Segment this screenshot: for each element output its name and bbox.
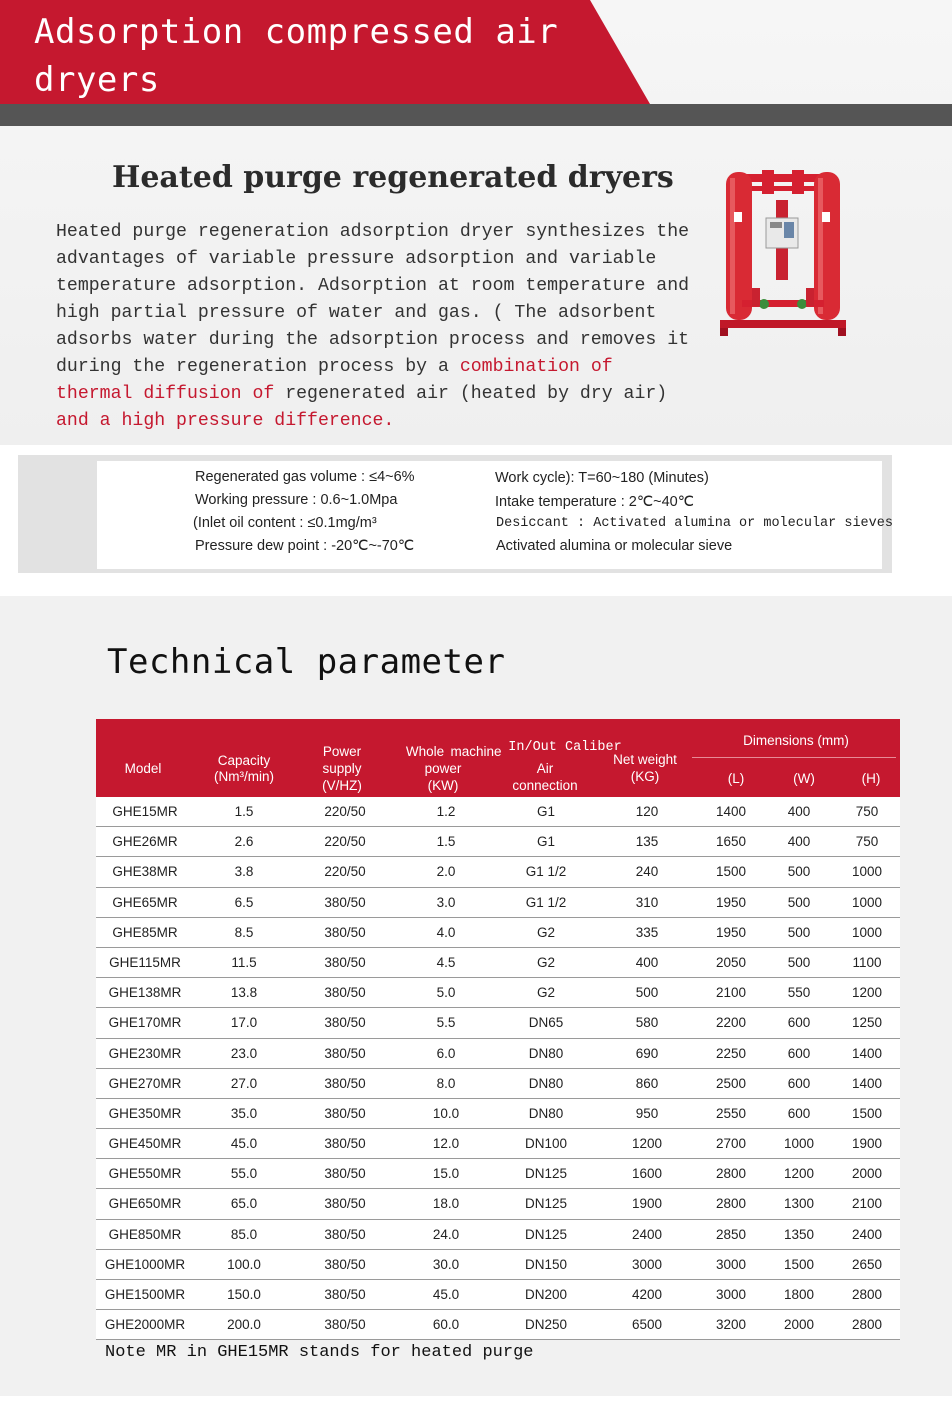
cell-capacity: 11.5 [231, 954, 257, 970]
cell-width: 1200 [783, 1166, 815, 1182]
table-row [96, 1310, 900, 1340]
cell-air-connection: G1 [536, 804, 555, 819]
intro-text: Heated purge regeneration adsorption dryer synthesizes the advantages of variable pressure adsorption and variable temperature adsorption. Adsorption at room temperature and high partial pressure of water and gas. ( The adsorbent adsorbs water during the adsorption process and removes it during the regeneration process by a [56, 222, 690, 377]
col-machine: machine [450, 744, 502, 759]
table-row [96, 797, 900, 827]
cell-net-weight: 4200 [631, 1287, 663, 1302]
cell-width: 2000 [783, 1317, 815, 1333]
cell-capacity: 6.5 [234, 894, 254, 910]
cell-power: 380/50 [324, 1256, 366, 1272]
cell-width: 600 [787, 1045, 811, 1061]
cell-net-weight: 1900 [631, 1196, 663, 1212]
cell-height: 2000 [851, 1166, 883, 1182]
col-net-unit: (KG) [630, 769, 660, 784]
table-header [96, 719, 900, 797]
cell-power: 220/50 [324, 804, 366, 819]
cell-model: GHE115MR [109, 954, 181, 970]
intro-highlight: and a high pressure difference. [56, 411, 395, 431]
intro-text: regenerated air (heated by dry air) [274, 384, 668, 404]
cell-power: 380/50 [324, 1226, 366, 1242]
cell-kw: 18.0 [432, 1196, 460, 1212]
cell-width: 600 [787, 1015, 811, 1031]
section-heading: Heated purge regenerated dryers [112, 160, 674, 195]
cell-kw: 4.5 [436, 954, 456, 970]
cell-capacity: 3.8 [234, 864, 254, 880]
cell-air-connection: G2 [536, 954, 555, 970]
intro-highlight: combination of thermal diffusion of [56, 357, 613, 404]
cell-net-weight: 3000 [631, 1256, 663, 1272]
cell-width: 600 [787, 1105, 811, 1121]
cell-width: 400 [787, 834, 811, 850]
cell-length: 2850 [715, 1226, 747, 1242]
table-row [96, 857, 900, 887]
spec-working-pressure: Working pressure : 0.6~1.0Mpa [195, 492, 398, 508]
cell-net-weight: 2400 [631, 1226, 663, 1242]
spec-work-cycle: Work cycle): T=60~180 (Minutes) [495, 470, 709, 486]
cell-power: 380/50 [324, 954, 366, 970]
cell-net-weight: 500 [635, 985, 659, 1001]
cell-capacity: 27.0 [230, 1075, 258, 1091]
cell-model: GHE1000MR [104, 1256, 186, 1272]
cell-height: 2800 [851, 1317, 883, 1333]
cell-height: 2400 [851, 1226, 883, 1242]
cell-power: 380/50 [324, 1317, 366, 1333]
cell-height: 1500 [851, 1105, 883, 1121]
cell-kw: 2.0 [436, 864, 456, 880]
cell-length: 1650 [715, 834, 747, 850]
col-air: Air [536, 761, 554, 776]
cell-width: 500 [787, 924, 811, 940]
col-wm-power: power [424, 761, 462, 776]
cell-height: 1400 [851, 1075, 883, 1091]
spec-desiccant: Desiccant : Activated alumina or molecular sieves [496, 516, 893, 531]
col-net-weight: Net weight [613, 752, 677, 767]
col-power: Power [322, 744, 362, 759]
cell-kw: 30.0 [432, 1256, 460, 1272]
cell-power: 380/50 [324, 1075, 366, 1091]
cell-capacity: 13.8 [230, 985, 258, 1001]
cell-kw: 15.0 [432, 1166, 460, 1182]
cell-power: 380/50 [324, 1136, 366, 1152]
cell-length: 2250 [715, 1045, 747, 1061]
cell-length: 2100 [715, 985, 747, 1001]
spec-inlet-oil: (Inlet oil content : ≤0.1mg/m³ [193, 515, 377, 531]
cell-capacity: 1.5 [234, 804, 254, 819]
cell-model: GHE15MR [112, 804, 178, 819]
col-power-unit: (V/HZ) [322, 778, 362, 793]
cell-length: 1400 [715, 804, 747, 819]
cell-kw: 45.0 [432, 1287, 460, 1302]
cell-air-connection: G2 [536, 985, 555, 1001]
cell-kw: 60.0 [432, 1317, 460, 1333]
cell-height: 1250 [851, 1015, 883, 1031]
cell-model: GHE38MR [112, 864, 178, 880]
cell-power: 380/50 [324, 985, 366, 1001]
cell-kw: 12.0 [432, 1136, 460, 1152]
cell-air-connection: G1 [536, 834, 555, 850]
cell-length: 1950 [715, 924, 747, 940]
cell-power: 380/50 [324, 924, 366, 940]
col-power-supply: supply [322, 761, 362, 776]
cell-air-connection: DN80 [528, 1045, 564, 1061]
table-row [96, 978, 900, 1008]
parameter-table [96, 719, 900, 1340]
cell-model: GHE550MR [108, 1166, 182, 1182]
spec-dew-point: Pressure dew point : -20℃~-70℃ [195, 538, 415, 554]
table-row [96, 1099, 900, 1129]
cell-height: 1200 [851, 985, 883, 1001]
cell-kw: 3.0 [436, 894, 456, 910]
cell-width: 550 [787, 985, 811, 1001]
cell-height: 2800 [851, 1287, 883, 1302]
cell-length: 2200 [715, 1015, 747, 1031]
cell-kw: 24.0 [432, 1226, 460, 1242]
cell-net-weight: 580 [635, 1015, 659, 1031]
page-title: Adsorption compressed air dryers [34, 12, 559, 100]
cell-height: 1100 [852, 954, 882, 970]
col-capacity-unit: (Nm³/min) [214, 769, 274, 784]
cell-capacity: 17.0 [230, 1015, 258, 1031]
cell-net-weight: 335 [635, 924, 659, 940]
cell-air-connection: DN150 [524, 1256, 568, 1272]
cell-kw: 1.5 [436, 834, 456, 850]
cell-net-weight: 400 [635, 954, 659, 970]
cell-capacity: 65.0 [230, 1196, 258, 1212]
cell-width: 600 [787, 1075, 811, 1091]
table-row [96, 1280, 900, 1310]
cell-net-weight: 310 [635, 894, 659, 910]
col-capacity: Capacity [217, 753, 271, 768]
table-row [96, 1189, 900, 1219]
table-row [96, 888, 900, 918]
dryer-image [718, 160, 848, 340]
spec-intake-temp: Intake temperature : 2℃~40℃ [495, 494, 695, 510]
cell-capacity: 2.6 [234, 834, 254, 850]
cell-capacity: 35.0 [230, 1105, 258, 1121]
cell-model: GHE850MR [108, 1226, 182, 1242]
col-dim-w: (W) [793, 771, 815, 786]
cell-air-connection: DN125 [524, 1166, 568, 1182]
cell-height: 1900 [851, 1136, 883, 1152]
cell-power: 380/50 [324, 1166, 366, 1182]
cell-power: 380/50 [324, 1045, 366, 1061]
cell-length: 3200 [715, 1317, 747, 1333]
cell-capacity: 55.0 [230, 1166, 258, 1182]
cell-length: 2550 [715, 1105, 747, 1121]
table-row [96, 918, 900, 948]
cell-length: 3000 [715, 1256, 747, 1272]
cell-capacity: 85.0 [230, 1226, 258, 1242]
cell-model: GHE170MR [108, 1015, 182, 1031]
table-row [96, 1069, 900, 1099]
intro-paragraph [56, 219, 696, 435]
cell-height: 1000 [851, 864, 883, 880]
cell-air-connection: DN80 [528, 1075, 564, 1091]
cell-net-weight: 860 [635, 1075, 659, 1091]
cell-model: GHE138MR [108, 985, 182, 1001]
cell-capacity: 45.0 [230, 1136, 258, 1152]
cell-model: GHE350MR [108, 1105, 182, 1121]
cell-power: 380/50 [324, 894, 366, 910]
cell-air-connection: DN125 [524, 1196, 568, 1212]
col-dim-l: (L) [727, 771, 745, 786]
cell-air-connection: DN125 [524, 1226, 568, 1242]
cell-length: 1500 [715, 864, 747, 880]
cell-model: GHE650MR [108, 1196, 182, 1212]
spec-regen-gas: Regenerated gas volume : ≤4~6% [195, 469, 415, 485]
table-row [96, 1159, 900, 1189]
table-row [96, 1039, 900, 1069]
table-row [96, 1129, 900, 1159]
table-row [96, 948, 900, 978]
cell-air-connection: G1 1/2 [525, 894, 567, 910]
cell-width: 500 [787, 864, 811, 880]
col-wm-unit: (KW) [427, 778, 459, 793]
cell-capacity: 8.5 [234, 924, 254, 940]
cell-kw: 10.0 [432, 1105, 460, 1121]
cell-power: 220/50 [324, 834, 366, 850]
cell-model: GHE230MR [108, 1045, 182, 1061]
cell-length: 2500 [715, 1075, 747, 1091]
cell-air-connection: DN100 [524, 1136, 568, 1152]
cell-width: 1800 [783, 1287, 815, 1302]
cell-net-weight: 120 [635, 804, 659, 819]
cell-net-weight: 1200 [631, 1136, 663, 1152]
cell-model: GHE450MR [108, 1136, 182, 1152]
cell-net-weight: 240 [635, 864, 659, 880]
cell-height: 750 [855, 834, 879, 850]
cell-width: 1300 [783, 1196, 815, 1212]
col-inout-caliber: In/Out Caliber [508, 740, 622, 755]
table-note: Note MR in GHE15MR stands for heated purge [105, 1343, 534, 1362]
cell-width: 1350 [783, 1226, 815, 1242]
cell-height: 2650 [851, 1256, 883, 1272]
cell-height: 1400 [851, 1045, 883, 1061]
cell-width: 500 [787, 954, 811, 970]
cell-height: 2100 [851, 1196, 883, 1212]
cell-power: 380/50 [324, 1196, 366, 1212]
cell-air-connection: G1 1/2 [525, 864, 567, 880]
cell-width: 500 [787, 894, 811, 910]
cell-air-connection: DN250 [524, 1317, 568, 1333]
cell-kw: 5.5 [436, 1015, 456, 1031]
cell-power: 220/50 [324, 864, 366, 880]
cell-width: 1000 [783, 1136, 815, 1152]
cell-model: GHE1500MR [104, 1287, 186, 1302]
cell-capacity: 150.0 [227, 1287, 261, 1302]
cell-width: 1500 [783, 1256, 815, 1272]
cell-kw: 1.2 [436, 804, 456, 819]
cell-height: 1000 [851, 924, 883, 940]
table-row [96, 827, 900, 857]
banner-stripe [0, 104, 952, 126]
cell-power: 380/50 [324, 1287, 366, 1302]
spec-desiccant-alt: Activated alumina or molecular sieve [496, 538, 733, 554]
cell-net-weight: 690 [635, 1045, 659, 1061]
cell-power: 380/50 [324, 1015, 366, 1031]
cell-model: GHE65MR [112, 894, 178, 910]
cell-model: GHE270MR [108, 1075, 182, 1091]
col-dim-h: (H) [861, 771, 881, 786]
cell-width: 400 [787, 804, 811, 819]
cell-length: 3000 [715, 1287, 747, 1302]
col-dimensions: Dimensions (mm) [743, 733, 849, 748]
cell-model: GHE2000MR [104, 1317, 186, 1333]
cell-capacity: 100.0 [227, 1256, 261, 1272]
dimensions-divider [692, 757, 896, 758]
cell-kw: 5.0 [436, 985, 456, 1001]
cell-air-connection: DN65 [528, 1015, 564, 1031]
cell-net-weight: 135 [635, 834, 659, 850]
cell-length: 2700 [715, 1136, 747, 1152]
cell-height: 1000 [851, 894, 883, 910]
cell-kw: 4.0 [436, 924, 456, 940]
technical-title: Technical parameter [107, 642, 506, 682]
table-row [96, 1220, 900, 1250]
cell-height: 750 [855, 804, 879, 819]
cell-capacity: 200.0 [227, 1317, 261, 1333]
cell-model: GHE26MR [112, 834, 178, 850]
cell-net-weight: 6500 [631, 1317, 663, 1333]
cell-power: 380/50 [324, 1105, 366, 1121]
cell-length: 1950 [715, 894, 747, 910]
cell-capacity: 23.0 [230, 1045, 258, 1061]
cell-length: 2800 [715, 1166, 747, 1182]
table-row [96, 1008, 900, 1038]
col-whole: Whole [405, 744, 445, 759]
cell-length: 2050 [715, 954, 747, 970]
cell-net-weight: 1600 [631, 1166, 663, 1182]
cell-net-weight: 950 [635, 1105, 659, 1121]
col-air-connection: connection [512, 778, 578, 793]
col-model: Model [124, 761, 162, 776]
cell-air-connection: G2 [536, 924, 555, 940]
cell-kw: 8.0 [436, 1075, 456, 1091]
cell-model: GHE85MR [112, 924, 178, 940]
table-row [96, 1250, 900, 1280]
cell-kw: 6.0 [436, 1045, 456, 1061]
cell-air-connection: DN80 [528, 1105, 564, 1121]
cell-length: 2800 [715, 1196, 747, 1212]
table-body [96, 797, 900, 1340]
cell-air-connection: DN200 [524, 1287, 568, 1302]
